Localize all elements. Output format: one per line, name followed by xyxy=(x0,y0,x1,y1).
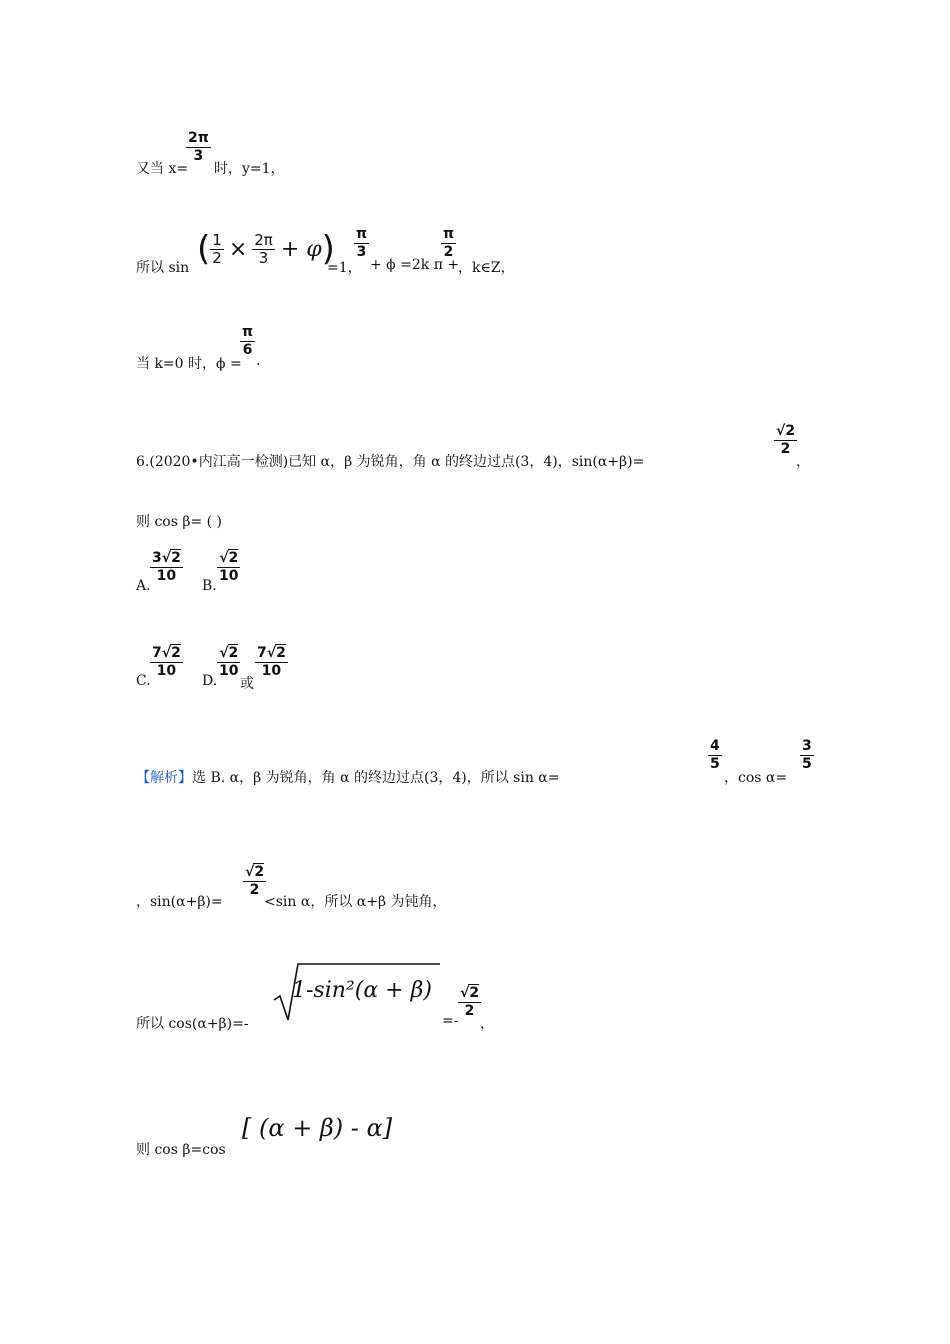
option-a-label: A. xyxy=(136,578,151,594)
fraction-2pi-over-3-b: $\frac{2\pi}{3}$ xyxy=(254,230,273,267)
analysis-line2-tail: <sin α，所以 α+β 为钝角， xyxy=(264,894,447,910)
fraction-sqrt2-over-2-b: $\frac{√2}{2}$ xyxy=(460,985,480,1019)
question-tail: ， xyxy=(796,454,810,470)
line2-eq: =1， xyxy=(327,260,362,276)
option-b-label: B. xyxy=(202,578,217,594)
analysis-line3-eq: =- xyxy=(442,1013,459,1029)
option-a-fraction: $\frac{3√2}{10}$ xyxy=(152,550,181,584)
fraction-pi-over-2: $\frac{\pi}{2}$ xyxy=(443,226,455,260)
paren-open: ( xyxy=(197,229,211,269)
analysis-line-1: 【解析】选 B. α，β 为锐角，角 α 的终边过点(3，4)，所以 sin α= xyxy=(136,770,560,786)
fraction-pi-over-3: $\frac{\pi}{3}$ xyxy=(356,226,368,260)
analysis-mid: ，cos α= xyxy=(724,770,788,786)
fraction-sqrt2-over-2-question: $\frac{√2}{2}$ xyxy=(776,423,796,457)
option-b-fraction: $\frac{√2}{10}$ xyxy=(219,550,239,584)
line2-tail: ，k∈Z， xyxy=(458,260,515,276)
question-6-stem: 6.(2020•内江高一检测)已知 α，β 为锐角，角 α 的终边过点(3，4)，sin(α+β)= xyxy=(136,454,645,470)
fraction-one-half: $\frac{1}{2}$ xyxy=(212,230,222,267)
question-6-ask: 则 cos β= ( ) xyxy=(136,514,223,530)
line1-prefix: 又当 x= xyxy=(136,161,189,177)
line1-suffix: 时，y=1， xyxy=(214,161,285,177)
analysis-line3-tail: ， xyxy=(480,1016,494,1032)
fraction-pi-over-6: $\frac{\pi}{6}$ xyxy=(242,324,254,358)
fraction-sqrt2-over-2-a: $\frac{√2}{2}$ xyxy=(245,864,265,898)
option-d-fraction-1: $\frac{√2}{10}$ xyxy=(219,645,239,679)
solution-line-1 xyxy=(136,158,188,178)
option-c-label: C. xyxy=(136,673,151,689)
analysis-tag: 【解析】 xyxy=(136,770,192,786)
analysis-line-4: 则 cos β=cos xyxy=(136,1142,226,1158)
line2-mid: + ϕ =2k π + xyxy=(370,257,460,273)
option-d-label: D. xyxy=(202,673,218,689)
fraction-cos-alpha: $\frac{3}{5}$ xyxy=(802,738,812,772)
analysis-line-2: ，sin(α+β)= xyxy=(136,894,223,910)
paren-close: ) xyxy=(321,229,335,269)
option-d-fraction-2: $\frac{7√2}{10}$ xyxy=(257,645,286,679)
fraction-2pi-over-3: $\frac{2\pi}{3}$ xyxy=(188,130,209,164)
fraction-sin-alpha: $\frac{4}{5}$ xyxy=(710,738,720,772)
solution-line-2: 所以 sin xyxy=(136,260,190,276)
bracket-expression: [ (α + β) - α] xyxy=(242,1114,393,1142)
option-c-fraction: $\frac{7√2}{10}$ xyxy=(152,645,181,679)
analysis-line-3: 所以 cos(α+β)=- xyxy=(136,1016,249,1032)
sqrt-content: 1-sin²(α + β) xyxy=(292,978,432,1003)
option-d-or: 或 xyxy=(240,676,254,692)
sin-argument-expression: ( $\frac{1}{2}$ × $\frac{2\pi}{3}$ + φ ) xyxy=(197,229,335,269)
solution-line-3: 当 k=0 时，ϕ = xyxy=(136,356,242,372)
line3-tail: . xyxy=(256,353,261,369)
